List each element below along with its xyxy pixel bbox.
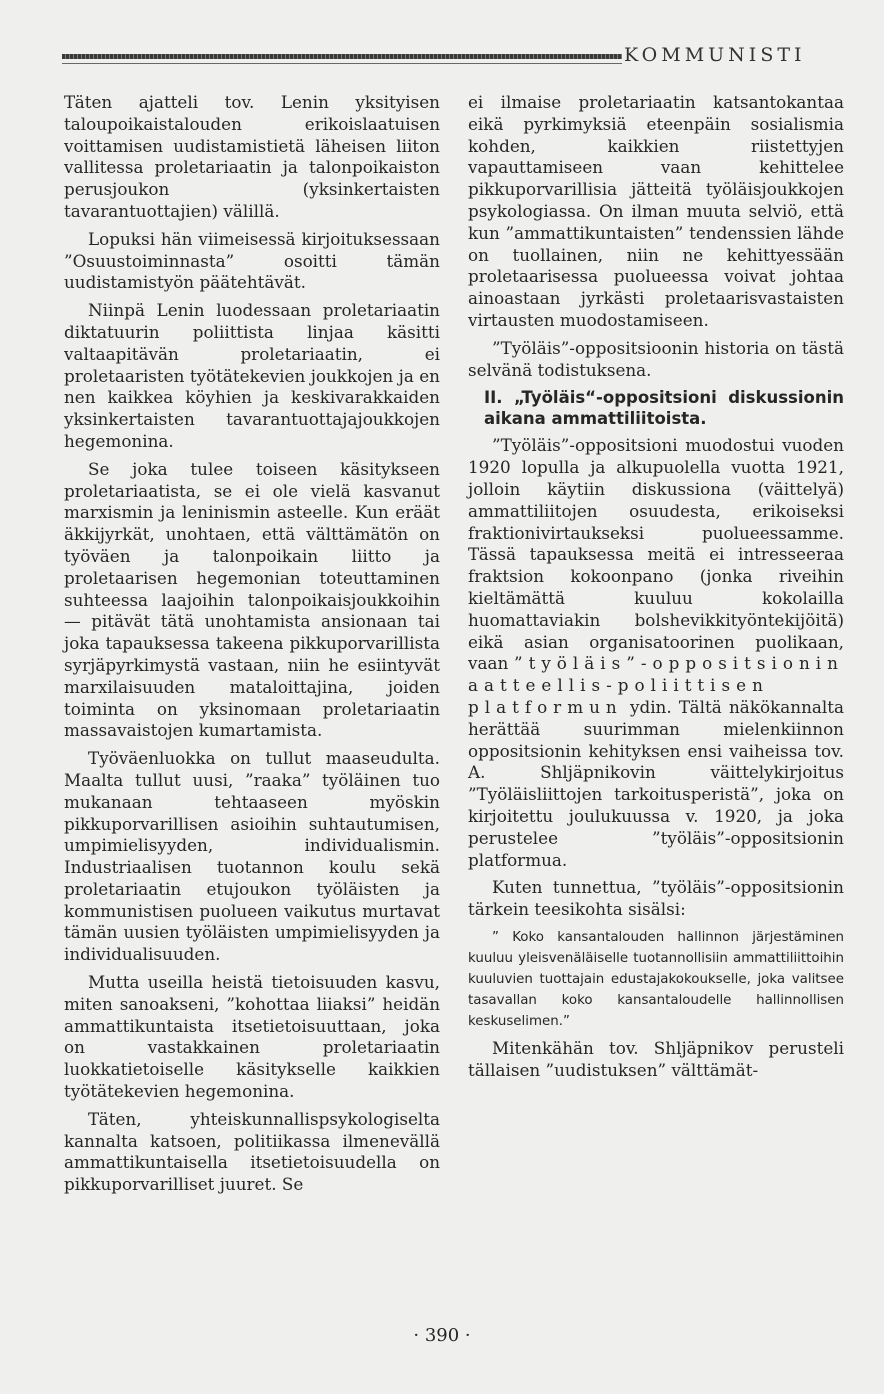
- page-number: · 390 ·: [413, 1325, 471, 1346]
- section-heading: II. „Työläis“-oppositsioni diskussionin aikana ammattiliitoista.: [484, 388, 844, 429]
- paragraph: Täten, yhteiskunnallispsykologiselta kannalta katsoen, politiikassa ilmenevällä ammattikuntaisella itsetietoisuudella on pikkuporvarilliset juuret. Se: [64, 1108, 440, 1195]
- header-rule: [62, 54, 622, 59]
- paragraph: Mutta useilla heistä tietoisuuden kasvu, miten sanoakseni, ”kohottaa liiaksi” heidän ammattikuntaista itsetietoisuuttaan, joka on vastakkainen proletariaatin luokkatietoiselle käsitykselle kaikkien työtätekevien hegemonina.: [64, 972, 440, 1102]
- emphasized-text: ”työläis”-oppositsionin aatteellis-poliittisen platformun: [468, 653, 844, 717]
- paragraph: ”Työläis”-oppositsioonin historia on tästä selvänä todistuksena.: [468, 337, 844, 380]
- left-column: [64, 92, 440, 1196]
- right-column: [468, 92, 844, 1081]
- paragraph: Työväenluokka on tullut maaseudulta. Maalta tullut uusi, ”raaka” työläinen tuo mukanaan tehtaaseen myöskin pikkuporvarillisen asioihin suhtautumisen, umpimielisyyden, individualismin. Industriaalisen tuotannon koulu sekä proletariaatin etujoukon työläisten ja kommunistisen puolueen vaikutus murtavat tämän uusien työläisten umpimielisyyden ja individualisuuden.: [64, 748, 440, 965]
- block-quote: ” Koko kansantalouden hallinnon järjestäminen kuuluu yleisvenäläiselle tuotannollisiin ammattiliittoihin kuuluvien tuottajain edustajakokoukselle, joka valitsee tasavallan koko kansantaloudelle hallinnollisen keskuselimen.”: [468, 929, 844, 1029]
- paragraph: ei ilmaise proletariaatin katsantokantaa eikä pyrkimyksiä eteenpäin sosialismia kohden, kaikkien riistettyjen vapauttamiseen vaan kehittelee pikkuporvarillisia jätteitä työläisjoukkojen psykologiassa. On ilman muuta selviö, että kun ”ammattikuntaisten” tendenssien lähde on tuollainen, niin ne kehittyessään proletaarisessa puolueessa voivat johtaa ainoastaan jyrkästi proletaarisvastaisten virtausten muodostamiseen.: [468, 92, 844, 330]
- paragraph: Lopuksi hän viimeisessä kirjoituksessaan ”Osuustoiminnasta” osoitti tämän uudistamistyön päätehtävät.: [64, 228, 440, 293]
- paragraph: Niinpä Lenin luodessaan proletariaatin diktatuurin poliittista linjaa käsitti valtaapitävän proletariaatin, ei proletaaristen työtätekevien joukkojen ja en nen kaikkea köyhien ja keskivarakkaiden yksinkertaisten tavarantuottajajoukkojen hegemonina.: [64, 300, 440, 451]
- header-rule-thin: [62, 63, 622, 64]
- paragraph: Se joka tulee toiseen käsitykseen proletariaatista, se ei ole vielä kasvanut marxismin ja leninismin asteelle. Kun eräät äkkijyrkät, unohtaen, että välttämätön on työväen ja talonpoikain liitto ja proletaarisen hegemonian toteuttaminen suhteessa laajoihin talonpoikaisjoukkoihin — pitävät tätä unohtamista ansionaan tai joka tapauksessa takeena pikkuporvarillista syrjäpyrkimystä vastaan, niin he esiintyvät marxilaisuuden mataloittajina, joiden toiminta on yksinomaan proletariaatin massavaistojen kumartamista.: [64, 458, 440, 741]
- paragraph: Täten ajatteli tov. Lenin yksityisen taloupoikaistalouden erikoislaatuisen voittamisen uudistamistietä läheisen liiton vallitessa proletariaatin ja talonpoikaiston perusjoukon (yksinkertaisten tavarantuottajien) välillä.: [64, 92, 440, 221]
- paragraph: [468, 435, 844, 871]
- paragraph: Mitenkähän tov. Shljäpnikov perusteli tällaisen ”uudistuksen” välttämät-: [468, 1037, 844, 1080]
- paragraph-text: ”Työläis”-oppositsioni muodostui vuoden 1920 lopulla ja alkupuolella vuotta 1921, jolloin käytiin diskussiona (väittelyä) ammattiliitojen osuudesta, erikoiseksi fraktionivirtaukseksi puolueessamme. Tässä tapauksessa meitä ei intresseeraa fraktsion kokoonpano (jonka riveihin kieltämättä kuuluu kokolailla huomattaviakin bolshevikkityöntekijöitä) eikä asian organisatoorinen puolikaan, vaan: [468, 435, 844, 674]
- running-head: KOMMUNISTI: [624, 44, 806, 66]
- paragraph-text: ydin. Tältä näkökannalta herättää suurimman mielenkiinnon oppositsionin kehityksen ensi vaiheissa tov. A. Shljäpnikovin väittelykirjoitus ”Työläisliittojen tarkoitusperistä”, joka on kirjoitettu joulukuussa v. 1920, ja joka perustelee ”työläis”-oppositsionin platformua.: [468, 696, 844, 870]
- paragraph: Kuten tunnettua, ”työläis”-oppositsionin tärkein teesikohta sisälsi:: [468, 877, 844, 920]
